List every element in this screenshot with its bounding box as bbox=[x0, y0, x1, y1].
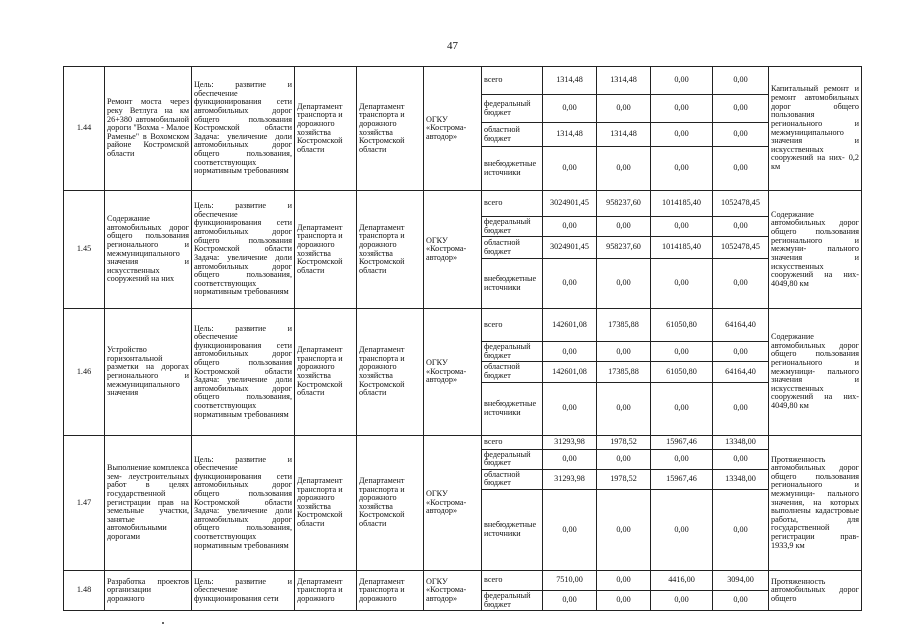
funding-year-2: 0,00 bbox=[651, 382, 713, 435]
funding-year-1: 1314,48 bbox=[597, 123, 651, 147]
funding-source-label: федеральный бюджет bbox=[482, 591, 543, 611]
funding-year-1: 0,00 bbox=[597, 382, 651, 435]
item-number: 1.45 bbox=[64, 191, 105, 309]
item-executor: ОГКУ «Кострома-автодор» bbox=[424, 191, 482, 309]
funding-year-3: 0,00 bbox=[713, 123, 769, 147]
program-table bbox=[63, 66, 862, 611]
funding-total: 0,00 bbox=[543, 217, 597, 237]
funding-year-1: 0,00 bbox=[597, 571, 651, 591]
funding-source-label: всего bbox=[482, 309, 543, 342]
funding-source-label: всего bbox=[482, 435, 543, 449]
item-customer: Департамент транспорта и дорожного bbox=[295, 571, 357, 611]
funding-year-3: 0,00 bbox=[713, 342, 769, 362]
item-number: 1.47 bbox=[64, 435, 105, 570]
funding-total: 0,00 bbox=[543, 591, 597, 611]
funding-source-label: федеральный бюджет bbox=[482, 217, 543, 237]
item-number: 1.48 bbox=[64, 571, 105, 611]
funding-year-2: 1014185,40 bbox=[651, 237, 713, 259]
item-customer: Департамент транспорта и дорожного хозяйства Костромской области bbox=[295, 67, 357, 191]
item-goal: Цель: развитие и обеспечение функционирования сети автомобильных дорог общего пользования Костромской области Задача: увеличение доли автомобильных дорог общего пользования, соответствующих нормативным требованиям bbox=[192, 191, 295, 309]
item-name: Разработка проектов организации дорожного bbox=[105, 571, 192, 611]
item-responsible: Департамент транспорта и дорожного bbox=[357, 571, 424, 611]
funding-source-label: всего bbox=[482, 191, 543, 217]
funding-year-3: 64164,40 bbox=[713, 362, 769, 382]
funding-year-1: 0,00 bbox=[597, 147, 651, 191]
funding-source-label: областной бюджет bbox=[482, 469, 543, 489]
funding-year-3: 13348,00 bbox=[713, 435, 769, 449]
funding-year-3: 0,00 bbox=[713, 490, 769, 571]
funding-total: 0,00 bbox=[543, 382, 597, 435]
item-executor: ОГКУ «Кострома-автодор» bbox=[424, 67, 482, 191]
funding-year-2: 0,00 bbox=[651, 591, 713, 611]
funding-source-label: внебюджетные источники bbox=[482, 259, 543, 309]
funding-year-1: 1978,52 bbox=[597, 435, 651, 449]
funding-year-1: 1978,52 bbox=[597, 469, 651, 489]
item-customer: Департамент транспорта и дорожного хозяйства Костромской области bbox=[295, 309, 357, 435]
funding-year-2: 0,00 bbox=[651, 259, 713, 309]
item-responsible: Департамент транспорта и дорожного хозяйства Костромской области bbox=[357, 67, 424, 191]
funding-year-1: 17385,88 bbox=[597, 362, 651, 382]
item-result: Содержание автомобильных дорог общего пользования регионального и межмуници- пального значения и искусственных сооружений на них- 4049,80 км bbox=[769, 309, 862, 435]
funding-year-1: 0,00 bbox=[597, 490, 651, 571]
funding-year-2: 0,00 bbox=[651, 67, 713, 95]
funding-year-1: 0,00 bbox=[597, 591, 651, 611]
funding-year-3: 13348,00 bbox=[713, 469, 769, 489]
funding-total: 1314,48 bbox=[543, 123, 597, 147]
funding-year-3: 0,00 bbox=[713, 67, 769, 95]
funding-total: 31293,98 bbox=[543, 435, 597, 449]
funding-total: 0,00 bbox=[543, 147, 597, 191]
funding-total: 3024901,45 bbox=[543, 191, 597, 217]
funding-year-2: 1014185,40 bbox=[651, 191, 713, 217]
funding-source-label: внебюджетные источники bbox=[482, 490, 543, 571]
funding-year-2: 0,00 bbox=[651, 217, 713, 237]
item-customer: Департамент транспорта и дорожного хозяйства Костромской области bbox=[295, 191, 357, 309]
funding-year-2: 0,00 bbox=[651, 490, 713, 571]
funding-source-label: федеральный бюджет bbox=[482, 342, 543, 362]
funding-year-1: 0,00 bbox=[597, 342, 651, 362]
funding-year-2: 0,00 bbox=[651, 342, 713, 362]
funding-year-1: 0,00 bbox=[597, 217, 651, 237]
item-executor: ОГКУ «Кострома-автодор» bbox=[424, 435, 482, 570]
funding-year-3: 1052478,45 bbox=[713, 191, 769, 217]
funding-total: 31293,98 bbox=[543, 469, 597, 489]
funding-year-3: 0,00 bbox=[713, 449, 769, 469]
funding-source-label: внебюджетные источники bbox=[482, 147, 543, 191]
funding-source-label: внебюджетные источники bbox=[482, 382, 543, 435]
funding-year-2: 61050,80 bbox=[651, 362, 713, 382]
item-goal: Цель: развитие и обеспечение функционирования сети автомобильных дорог общего пользования Костромской области Задача: увеличение доли автомобильных дорог общего пользования, соответствующих нормативным требованиям bbox=[192, 435, 295, 570]
funding-year-2: 15967,46 bbox=[651, 469, 713, 489]
funding-year-3: 64164,40 bbox=[713, 309, 769, 342]
item-name: Ремонт моста через реку Ветлуга на км 26+380 автомобильной дороги "Вохма - Малое Раменье" в Вохомском районе Костромской области bbox=[105, 67, 192, 191]
funding-source-label: всего bbox=[482, 571, 543, 591]
table-row bbox=[64, 435, 862, 449]
funding-total: 142601,08 bbox=[543, 362, 597, 382]
item-name: Выполнение комплекса зем- леустроительных работ в целях государственной регистрации прав на земельные участки, занятые автомобильными дорогами bbox=[105, 435, 192, 570]
funding-source-label: всего bbox=[482, 67, 543, 95]
item-result: Протяженность автомобильных дорог общего пользования регионального и межмуници- пального значения, на которых выполнены кадастровые работы, для государственной регистрации прав- 1933,9 км bbox=[769, 435, 862, 570]
item-goal: Цель: развитие и обеспечение функционирования сети bbox=[192, 571, 295, 611]
table-row bbox=[64, 571, 862, 591]
funding-year-1: 0,00 bbox=[597, 259, 651, 309]
funding-source-label: федеральный бюджет bbox=[482, 449, 543, 469]
funding-year-2: 4416,00 bbox=[651, 571, 713, 591]
table-row bbox=[64, 309, 862, 342]
funding-year-1: 958237,60 bbox=[597, 191, 651, 217]
funding-year-2: 0,00 bbox=[651, 449, 713, 469]
item-result: Протяженность автомобильных дорог общего bbox=[769, 571, 862, 611]
funding-year-2: 0,00 bbox=[651, 95, 713, 123]
funding-year-2: 15967,46 bbox=[651, 435, 713, 449]
table-row bbox=[64, 191, 862, 217]
funding-total: 0,00 bbox=[543, 95, 597, 123]
funding-year-1: 0,00 bbox=[597, 449, 651, 469]
funding-total: 0,00 bbox=[543, 259, 597, 309]
item-name: Содержание автомобильных дорог общего пользования регионального и межмуниципального значения и искусственных сооружений на них bbox=[105, 191, 192, 309]
item-responsible: Департамент транспорта и дорожного хозяйства Костромской области bbox=[357, 191, 424, 309]
item-executor: ОГКУ «Кострома-автодор» bbox=[424, 571, 482, 611]
item-number: 1.44 bbox=[64, 67, 105, 191]
item-responsible: Департамент транспорта и дорожного хозяйства Костромской области bbox=[357, 309, 424, 435]
funding-source-label: областной бюджет bbox=[482, 237, 543, 259]
funding-source-label: областной бюджет bbox=[482, 362, 543, 382]
funding-year-3: 0,00 bbox=[713, 382, 769, 435]
funding-year-1: 958237,60 bbox=[597, 237, 651, 259]
funding-source-label: областной бюджет bbox=[482, 123, 543, 147]
funding-year-3: 1052478,45 bbox=[713, 237, 769, 259]
funding-year-3: 0,00 bbox=[713, 591, 769, 611]
item-customer: Департамент транспорта и дорожного хозяйства Костромской области bbox=[295, 435, 357, 570]
funding-year-2: 0,00 bbox=[651, 147, 713, 191]
funding-year-2: 61050,80 bbox=[651, 309, 713, 342]
funding-year-1: 0,00 bbox=[597, 95, 651, 123]
item-goal: Цель: развитие и обеспечение функционирования сети автомобильных дорог общего пользования Костромской области Задача: увеличение доли автомобильных дорог общего пользования, соответствующих нормативным требованиям bbox=[192, 309, 295, 435]
funding-total: 0,00 bbox=[543, 449, 597, 469]
funding-source-label: федеральный бюджет bbox=[482, 95, 543, 123]
funding-total: 142601,08 bbox=[543, 309, 597, 342]
stray-mark bbox=[162, 622, 164, 624]
funding-year-3: 0,00 bbox=[713, 259, 769, 309]
funding-year-3: 0,00 bbox=[713, 147, 769, 191]
table-row bbox=[64, 67, 862, 95]
funding-year-2: 0,00 bbox=[651, 123, 713, 147]
funding-year-3: 3094,00 bbox=[713, 571, 769, 591]
item-result: Капитальный ремонт и ремонт автомобильных дорог общего пользования регионального и межмуниципального значения и искусственных сооружений на них- 0,2 км bbox=[769, 67, 862, 191]
funding-year-1: 17385,88 bbox=[597, 309, 651, 342]
item-name: Устройство горизонтальной разметки на дорогах регионального и межмуниципального значения bbox=[105, 309, 192, 435]
funding-total: 3024901,45 bbox=[543, 237, 597, 259]
item-number: 1.46 bbox=[64, 309, 105, 435]
funding-year-3: 0,00 bbox=[713, 95, 769, 123]
item-goal: Цель: развитие и обеспечение функционирования сети автомобильных дорог общего пользования Костромской области Задача: увеличение доли автомобильных дорог общего пользования, соответствующих нормативным требованиям bbox=[192, 67, 295, 191]
item-executor: ОГКУ «Кострома-автодор» bbox=[424, 309, 482, 435]
funding-total: 1314,48 bbox=[543, 67, 597, 95]
funding-year-1: 1314,48 bbox=[597, 67, 651, 95]
page-number: 47 bbox=[447, 40, 458, 52]
funding-year-3: 0,00 bbox=[713, 217, 769, 237]
item-responsible: Департамент транспорта и дорожного хозяйства Костромской области bbox=[357, 435, 424, 570]
item-result: Содержание автомобильных дорог общего пользования регионального и межмуни- пального значения и искусственных сооружений на них- 4049,80 км bbox=[769, 191, 862, 309]
funding-total: 0,00 bbox=[543, 490, 597, 571]
funding-total: 7510,00 bbox=[543, 571, 597, 591]
funding-total: 0,00 bbox=[543, 342, 597, 362]
